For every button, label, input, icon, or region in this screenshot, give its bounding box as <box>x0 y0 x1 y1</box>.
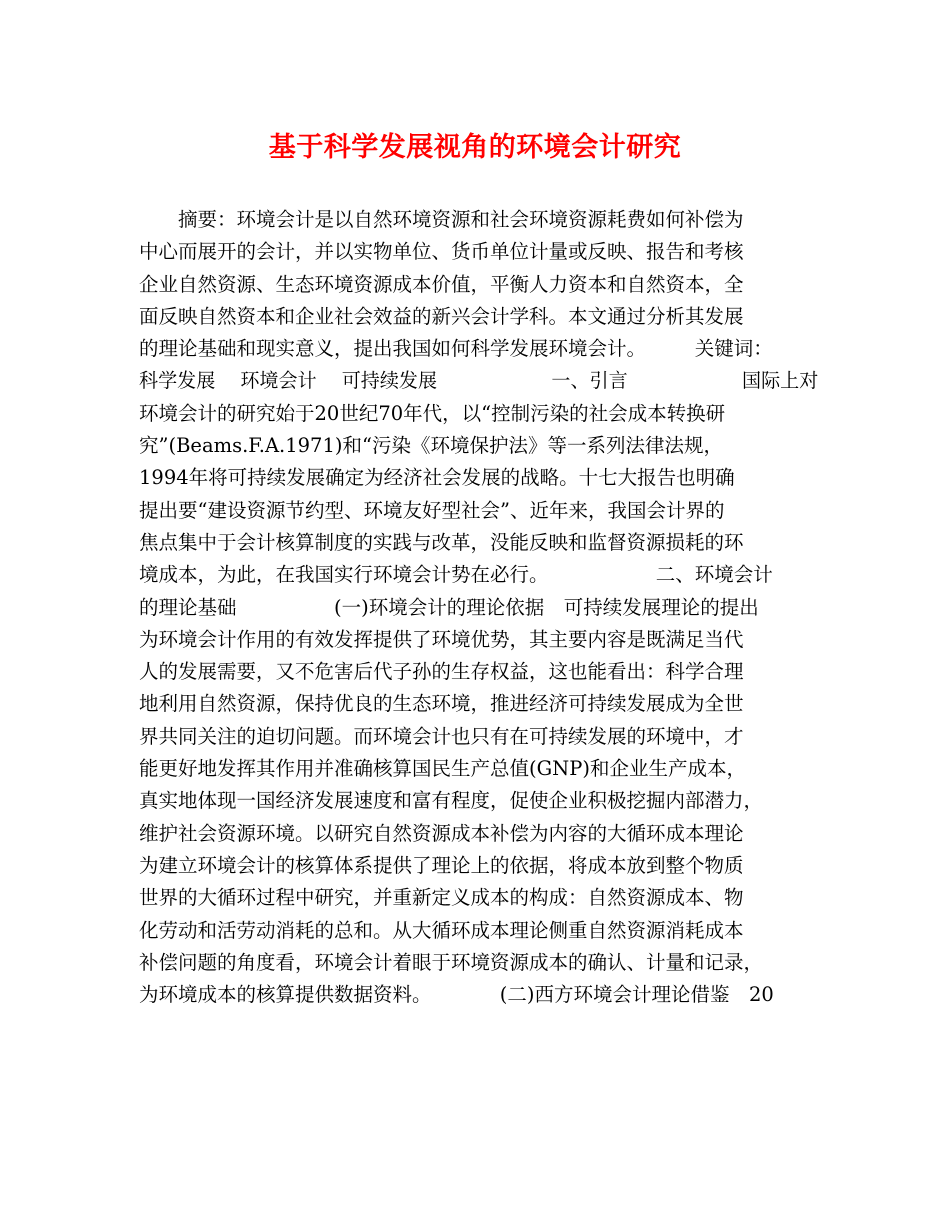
body-line: 化劳动和活劳动消耗的总和。从大循环成本理论侧重自然资源消耗成本 <box>139 918 744 942</box>
body-line: 界共同关注的迫切问题。而环境会计也只有在可持续发展的环境中，才 <box>139 724 744 748</box>
body-line: 提出要“建设资源节约型、环境友好型社会”、近年来，我国会计界的 <box>139 498 725 522</box>
body-line: 真实地体现一国经济发展速度和富有程度，促使企业积极挖掘内部潜力， <box>139 789 764 813</box>
body-line: 补偿问题的角度看，环境会计着眼于环境资源成本的确认、计量和记录， <box>139 950 764 974</box>
body-line: 中心而展开的会计，并以实物单位、货币单位计量或反映、报告和考核 <box>139 240 744 264</box>
body-line: 的理论基础和现实意义，提出我国如何科学发展环境会计。 关键词： <box>139 337 773 361</box>
body-line: 地利用自然资源，保持优良的生态环境，推进经济可持续发展成为全世 <box>139 692 744 716</box>
body-line: 科学发展 环境会计 可持续发展 一、引言 国际上对 <box>139 370 819 393</box>
body-line: 人的发展需要，又不危害后代子孙的生存权益，这也能看出：科学合理 <box>139 660 744 684</box>
body-line: 境成本，为此，在我国实行环境会计势在必行。 二、环境会计 <box>139 563 773 587</box>
body-line: 世界的大循环过程中研究，并重新定义成本的构成：自然资源成本、物 <box>139 886 744 910</box>
body-line: 1994年将可持续发展确定为经济社会发展的战略。十七大报告也明确 <box>139 466 735 490</box>
body-line: 焦点集中于会计核算制度的实践与改革，没能反映和监督资源损耗的环 <box>139 530 744 554</box>
body-line: 究”(Beams.F.A.1971)和“污染《环境保护法》等一系列法律法规， <box>139 434 723 458</box>
body-line: 维护社会资源环境。以研究自然资源成本补偿为内容的大循环成本理论 <box>139 821 744 845</box>
body-line: 的理论基础 (一)环境会计的理论依据 可持续发展理论的提出 <box>139 595 759 619</box>
body-line: 环境会计的研究始于20世纪70年代，以“控制污染的社会成本转换研 <box>139 401 726 425</box>
body-line: 面反映自然资本和企业社会效益的新兴会计学科。本文通过分析其发展 <box>139 304 744 328</box>
body-line: 为环境成本的核算提供数据资料。 (二)西方环境会计理论借鉴 20 <box>139 983 774 1007</box>
body-line: 为环境会计作用的有效发挥提供了环境优势，其主要内容是既满足当代 <box>139 627 744 651</box>
body-line: 企业自然资源、生态环境资源成本价值，平衡人力资本和自然资本，全 <box>139 272 744 296</box>
body-line: 为建立环境会计的核算体系提供了理论上的依据，将成本放到整个物质 <box>139 853 744 877</box>
document-title: 基于科学发展视角的环境会计研究 <box>268 132 682 163</box>
body-line: 能更好地发挥其作用并准确核算国民生产总值(GNP)和企业生产成本， <box>139 757 746 781</box>
body-line: 摘要：环境会计是以自然环境资源和社会环境资源耗费如何补偿为 <box>139 208 744 231</box>
document-body <box>139 204 819 1011</box>
